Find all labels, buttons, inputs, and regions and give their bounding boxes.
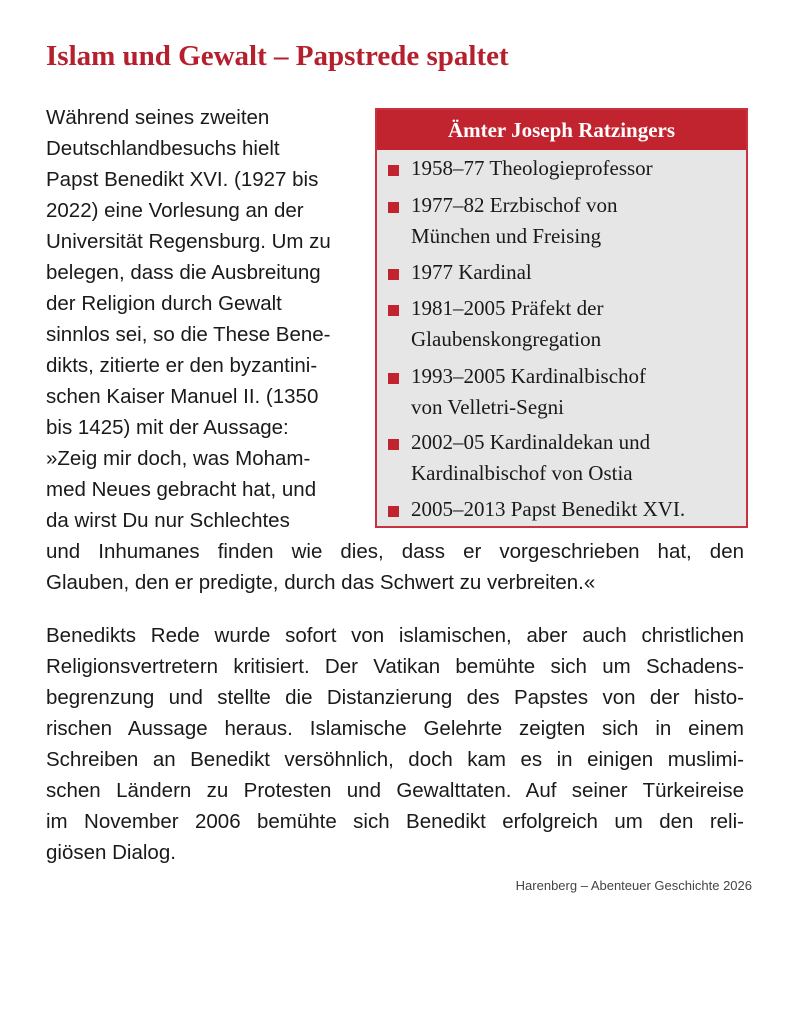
sidebar-item-text: München und Freising: [411, 224, 602, 248]
paragraph-line: Universität Regensburg. Um zu: [46, 230, 331, 253]
square-bullet-icon: [388, 439, 399, 450]
paragraph-line: »Zeig mir doch, was Moham-: [46, 447, 311, 470]
square-bullet-icon: [388, 305, 399, 316]
paragraph-line: Während seines zweiten: [46, 106, 270, 129]
offices-sidebar: [375, 108, 748, 528]
paragraph-line: der Religion durch Gewalt: [46, 292, 282, 315]
paragraph-line: im November 2006 bemühte sich Benedikt erfolgreich um den reli-: [46, 810, 744, 833]
paragraph-line: Glauben, den er predigte, durch das Schwert zu verbreiten.«: [46, 571, 596, 594]
paragraph-line: Papst Benedikt XVI. (1927 bis: [46, 168, 319, 191]
paragraph-line: belegen, dass die Ausbreitung: [46, 261, 321, 284]
paragraph-line: dikts, zitierte er den byzantini-: [46, 354, 318, 377]
paragraph-line: sinnlos sei, so die These Bene-: [46, 323, 331, 346]
paragraph-line: bis 1425) mit der Aussage:: [46, 416, 289, 439]
sidebar-item-text: 1993–2005 Kardinalbischof: [411, 364, 647, 388]
paragraph-line: Schreiben an Benedikt versöhnlich, doch kam es in einigen muslimi-: [46, 748, 744, 771]
paragraph-line: 2022) eine Vorlesung an der: [46, 199, 304, 222]
paragraph-line: med Neues gebracht hat, und: [46, 478, 317, 501]
square-bullet-icon: [388, 506, 399, 517]
square-bullet-icon: [388, 269, 399, 280]
paragraph-line: schen Ländern zu Protesten und Gewalttaten. Auf seiner Türkeireise: [46, 779, 744, 802]
sidebar-item-text: 2005–2013 Papst Benedikt XVI.: [411, 497, 686, 521]
sidebar-item-text: Kardinalbischof von Ostia: [411, 461, 633, 485]
sidebar-item-text: Glaubenskongregation: [411, 327, 602, 351]
paragraph-line: Deutschlandbesuchs hielt: [46, 137, 280, 160]
article-title: Islam und Gewalt – Papstrede spaltet: [46, 40, 509, 72]
square-bullet-icon: [388, 202, 399, 213]
paragraph-line: begrenzung und stellte die Distanzierung des Papstes von der histo-: [46, 686, 744, 709]
sidebar-item-text: 2002–05 Kardinaldekan und: [411, 430, 651, 454]
paragraph-line: schen Kaiser Manuel II. (1350: [46, 385, 319, 408]
sidebar-item-text: 1981–2005 Präfekt der: [411, 296, 604, 320]
paragraph-line: da wirst Du nur Schlechtes: [46, 509, 290, 532]
paragraph-line: giösen Dialog.: [46, 841, 176, 864]
paragraph-line: Benedikts Rede wurde sofort von islamischen, aber auch christlichen: [46, 624, 744, 647]
paragraph-line: Religionsvertretern kritisiert. Der Vatikan bemühte sich um Schadens-: [46, 655, 744, 678]
sidebar-item-text: von Velletri-Segni: [411, 395, 565, 419]
sidebar-item-text: 1977 Kardinal: [411, 260, 532, 284]
sidebar-item-text: 1958–77 Theologieprofessor: [411, 156, 653, 180]
source-credit: Harenberg – Abenteuer Geschichte 2026: [515, 878, 752, 893]
square-bullet-icon: [388, 165, 399, 176]
sidebar-item-text: 1977–82 Erzbischof von: [411, 193, 618, 217]
sidebar-title: Ämter Joseph Ratzingers: [377, 110, 746, 150]
paragraph-line: rischen Aussage heraus. Islamische Gelehrte zeigten sich in einem: [46, 717, 744, 740]
paragraph-line: und Inhumanes finden wie dies, dass er vorgeschrieben hat, den: [46, 540, 744, 563]
square-bullet-icon: [388, 373, 399, 384]
